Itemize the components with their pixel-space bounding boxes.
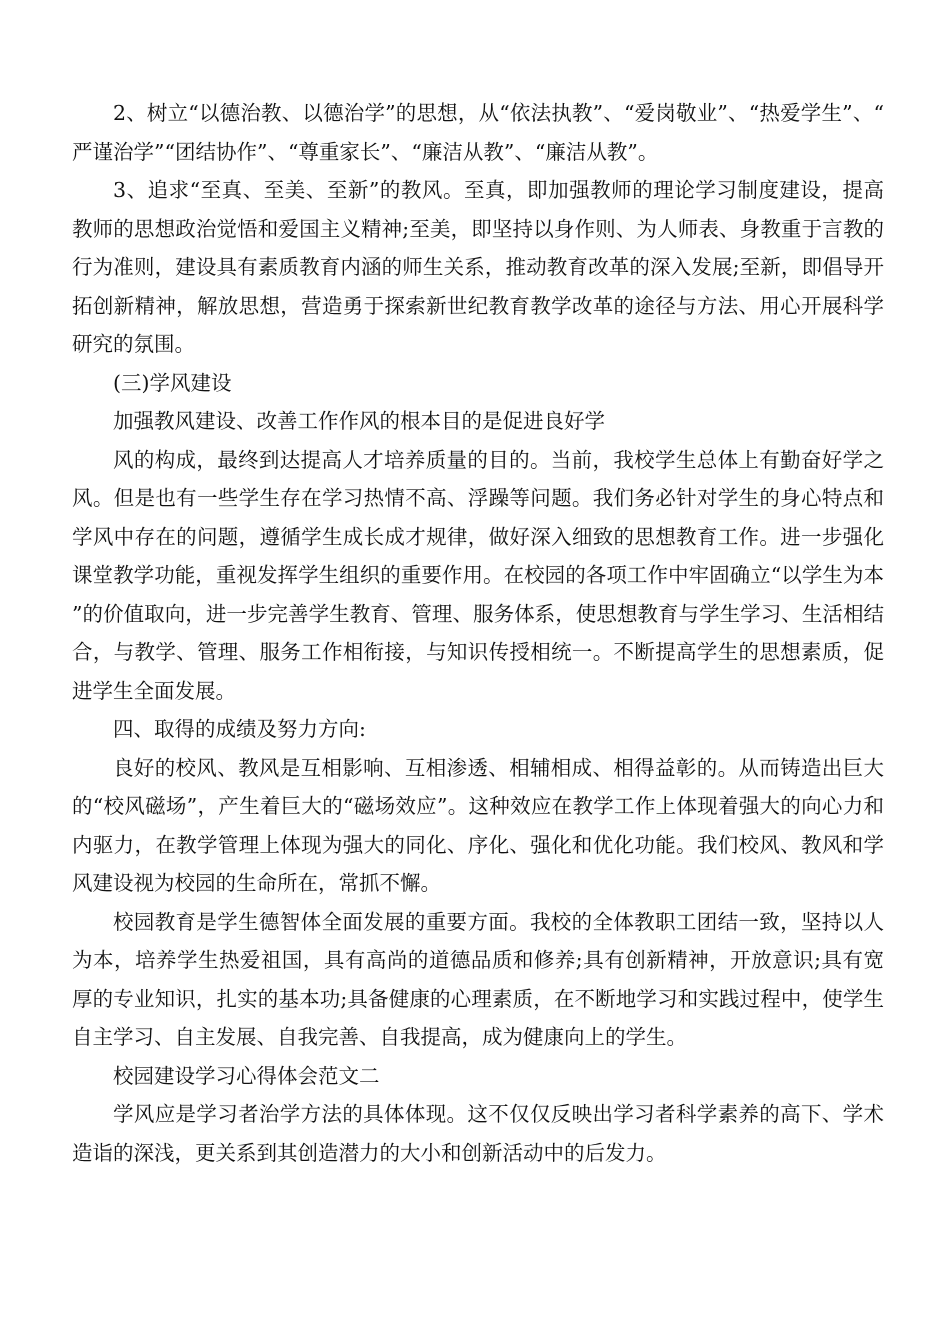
section-heading-study-style: (三)学风建设 — [113, 370, 232, 395]
document-body — [72, 94, 884, 1172]
paragraph-study-style-body: 风的构成，最终到达提高人才培养质量的目的。当前，我校学生总体上有勤奋好学之风。但是也有一些学生存在学习热情不高、浮躁等问题。我们务必针对学生的身心特点和学风中存在的问题，遵循学生成长成才规律，做好深入细致的思想教育工作。进一步强化课堂教学功能，重视发挥学生组织的重要作用。在校园的各项工作中牢固确立“以学生为本”的价值取向，进一步完善学生教育、管理、服务体系，使思想教育与学生学习、生活相结合，与教学、管理、服务工作相衔接，与知识传授相统一。不断提高学生的思想素质，促进学生全面发展。 — [72, 447, 884, 703]
paragraph-school-atmosphere: 良好的校风、教风是互相影响、互相渗透、相辅相成、相得益彰的。从而铸造出巨大的“校风磁场”，产生着巨大的“磁场效应”。这种效应在教学工作上体现着强大的向心力和内驱力，在教学管理上体现为强大的同化、序化、强化和优化功能。我们校风、教风和学风建设视为校园的生命所在，常抓不懈。 — [72, 755, 884, 895]
paragraph-2-teaching-ethics: 2、树立“以德治教、以德治学”的思想，从“依法执教”、“爱岗敬业”、“热爱学生”、“严谨治学”“团结协作”、“尊重家长”、“廉洁从教”、“廉洁从教”。 — [72, 101, 884, 164]
section-heading-achievements: 四、取得的成绩及努力方向: — [113, 717, 366, 741]
paragraph-study-style-definition: 学风应是学习者治学方法的具体体现。这不仅仅反映出学习者科学素养的高下、学术造诣的深浅，更关系到其创造潜力的大小和创新活动中的后发力。 — [72, 1102, 884, 1165]
essay-title-two: 校园建设学习心得体会范文二 — [113, 1063, 380, 1088]
paragraph-study-style-intro: 加强教风建设、改善工作作风的根本目的是促进良好学 — [113, 409, 605, 433]
paragraph-3-teaching-style: 3、追求“至真、至美、至新”的教风。至真，即加强教师的理论学习制度建设，提高教师的思想政治觉悟和爱国主义精神;至美，即坚持以身作则、为人师表、身教重于言教的行为准则，建设具有素质教育内涵的师生关系，推动教育改革的深入发展;至新，即倡导开拓创新精神，解放思想，营造勇于探索新世纪教育教学改革的途径与方法、用心开展科学研究的氛围。 — [72, 178, 884, 356]
paragraph-school-education: 校园教育是学生德智体全面发展的重要方面。我校的全体教职工团结一致，坚持以人为本，培养学生热爱祖国，具有高尚的道德品质和修养;具有创新精神，开放意识;具有宽厚的专业知识，扎实的基本功;具备健康的心理素质，在不断地学习和实践过程中，使学生自主学习、自主发展、自我完善、自我提高，成为健康向上的学生。 — [72, 909, 884, 1049]
